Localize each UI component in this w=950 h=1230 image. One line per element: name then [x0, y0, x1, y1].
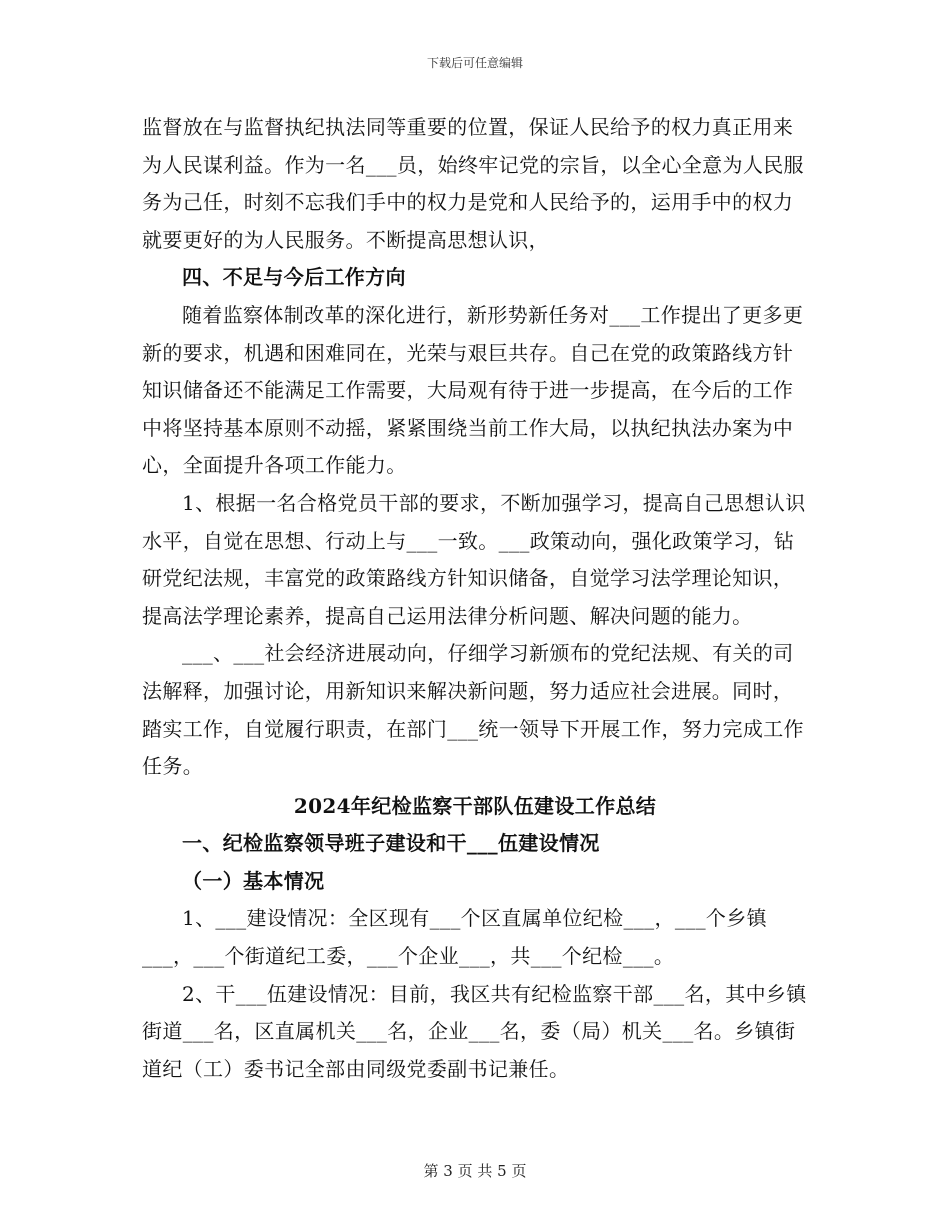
- document-body: [142, 109, 808, 1088]
- body-paragraph: 随着监察体制改革的深化进行，新形势新任务对___工作提出了更多更新的要求，机遇和困难同在，光荣与艰巨共存。自己在党的政策路线方针知识储备还不能满足工作需要，大局观有待于进一步提高，在今后的工作中将坚持基本原则不动摇，紧紧围绕当前工作大局，以执纪执法办案为中心，全面提升各项工作能力。: [142, 302, 804, 478]
- subsection-heading: （一）基本情况: [182, 868, 325, 893]
- section-heading: 一、纪检监察领导班子建设和干___伍建设情况: [182, 831, 600, 856]
- body-paragraph: ___、___社会经济进展动向，仔细学习新颁布的党纪法规、有关的司法解释，加强讨论，用新知识来解决新问题，努力适应社会进展。同时，踏实工作，自觉履行职责，在部门___统一领导下开展工作，努力完成工作任务。: [142, 641, 804, 779]
- section-heading: 四、不足与今后工作方向: [182, 265, 406, 290]
- body-paragraph: 2、干___伍建设情况：目前，我区共有纪检监察干部___名，其中乡镇街道___名，区直属机关___名，企业___名，委（局）机关___名。乡镇街道纪（工）委书记全部由同级党委副书记兼任。: [142, 981, 807, 1081]
- page-header: 下载后可任意编辑: [426, 56, 523, 70]
- body-paragraph: 监督放在与监督执纪执法同等重要的位置，保证人民给予的权力真正用来为人民谋利益。作为一名___员，始终牢记党的宗旨，以全心全意为人民服务为己任，时刻不忘我们手中的权力是党和人民给予的，运用手中的权力就要更好的为人民服务。不断提高思想认识，: [142, 115, 804, 252]
- page-footer: 第 3 页 共 5 页: [423, 1162, 527, 1180]
- document-title: 2024年纪检监察干部队伍建设工作总结: [293, 793, 657, 818]
- body-paragraph: 1、___建设情况：全区现有___个区直属单位纪检___，___个乡镇___，___个街道纪工委，___个企业___，共___个纪检___。: [142, 906, 767, 969]
- body-paragraph: 1、根据一名合格党员干部的要求，不断加强学习，提高自己思想认识水平，自觉在思想、行动上与___一致。___政策动向，强化政策学习，钻研党纪法规，丰富党的政策路线方针知识储备，自觉学习法学理论知识，提高法学理论素养，提高自己运用法律分析问题、解决问题的能力。: [142, 490, 806, 628]
